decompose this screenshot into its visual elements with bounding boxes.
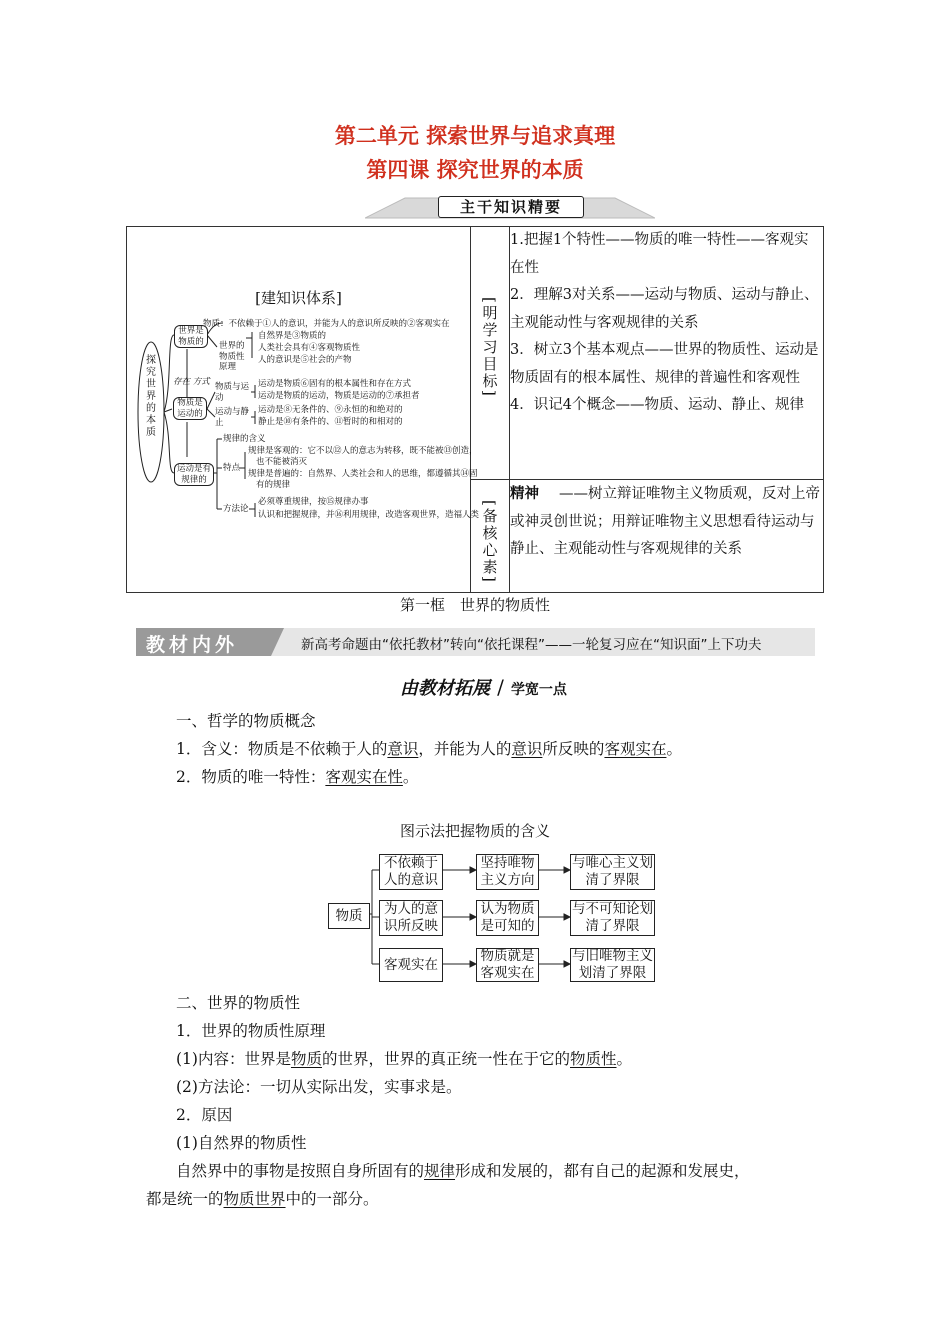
node-law-meaning: 规律的含义 — [223, 434, 266, 444]
para-content — [176, 1045, 632, 1073]
underlined-term: 意识 — [511, 740, 543, 758]
jiaocai-slogan: 新高考命题由“依托教材”转向“依托课程”——一轮复习应在“知识面”上下功夫 — [301, 637, 762, 653]
text: 。 — [402, 768, 419, 786]
underlined-term: 意识 — [387, 740, 419, 758]
goal-item: 1.把握1个特性——物质的唯一特性——客观实在性 — [510, 232, 809, 276]
subheading-principle: 1．世界的物质性原理 — [176, 1022, 326, 1040]
diagram-node: 认为物质是可知的 — [476, 900, 539, 936]
text: 自然界中的事物是按照自身所固有的 — [176, 1162, 425, 1180]
knowledge-system-cell — [127, 227, 480, 593]
extend-sub: 学宽一点 — [510, 682, 567, 698]
para-s2 — [176, 763, 418, 791]
line-p2: 人类社会具有④客观物质性 — [258, 343, 361, 353]
line-f2: 规律是普遍的：自然界、人类社会和人的思维，都遵循其⑭固 — [248, 469, 478, 479]
para-nature-1 — [176, 1157, 750, 1185]
diagram-node: 为人的意识所反映 — [379, 900, 443, 936]
text: 2．物质的唯一特性： — [176, 768, 326, 786]
line-m2: 运动是物质的运动，物质是运动的⑦承担者 — [258, 391, 420, 401]
node-world-material: 世界是物质的 — [174, 325, 208, 348]
para-nature-2 — [146, 1185, 379, 1213]
jiaocai-tag: 教材内外 — [146, 634, 239, 656]
diagram-node: 与不可知论划清了界限 — [572, 901, 653, 934]
core-cell — [510, 480, 824, 593]
line-matter-def: 物质：不依赖于①人的意识，并能为人的意识所反映的②客观实在 — [203, 319, 450, 329]
text: 形成和发展的，都有自己的起源和发展史， — [455, 1162, 750, 1180]
goal-item: 2．理解3对关系——运动与物质、运动与静止、主观能动性与客观规律的关系 — [510, 287, 819, 331]
line-m1: 运动是物质⑥固有的根本属性和存在方式 — [258, 379, 412, 389]
node-motion-law: 运动是有规律的 — [174, 463, 214, 486]
line-f2b: 有的规律 — [256, 480, 291, 490]
text: 所反映的 — [542, 740, 605, 758]
core-term: 精神 — [510, 485, 539, 502]
line-me1: 必须尊重规律，按⑮规律办事 — [258, 497, 369, 507]
text: (1)内容：世界是 — [176, 1050, 291, 1068]
subheading-reason: 2．原因 — [176, 1106, 233, 1124]
goals-label-cell — [471, 227, 510, 480]
text: 的世界，世界的真正统一性在于它的 — [321, 1050, 570, 1068]
heading-1: 一、哲学的物质概念 — [176, 712, 316, 730]
para-methodology: (2)方法论：一切从实际出发，实事求是。 — [176, 1078, 462, 1096]
line-f1b: 也不能被消灭 — [256, 457, 308, 467]
node-matter-motion: 物质与运动 — [215, 382, 250, 403]
core-text: ——树立辩证唯物主义物质观，反对上帝或神灵创世说；用辩证唯物主义思想看待运动与静止、主观能动性与客观规律的关系 — [510, 486, 820, 557]
underlined-term: 物质世界 — [223, 1190, 286, 1208]
text: ，并能为人的 — [418, 740, 512, 758]
underlined-term: 客观实在 — [604, 740, 667, 758]
banner-label: 主干知识精要 — [438, 196, 584, 218]
line-p3: 人的意识是⑤社会的产物 — [258, 355, 352, 365]
goals-cell — [510, 227, 824, 480]
node-motion-rest: 运动与静止 — [215, 407, 250, 428]
core-label: [备核心素] — [480, 500, 499, 584]
line-r2: 静止是⑩有条件的、⑪暂时的和相对的 — [258, 417, 403, 427]
knowledge-system-label: [建知识体系] — [255, 289, 342, 307]
underlined-term: 物质 — [290, 1050, 322, 1068]
diagram-root: 物质 — [328, 903, 370, 929]
line-p1: 自然界是③物质的 — [258, 331, 327, 341]
jiaocai-bar — [136, 628, 815, 656]
slash-divider: / — [497, 675, 504, 699]
diagram-node: 不依赖于人的意识 — [379, 854, 443, 890]
node-material-motion: 物质是运动的 — [173, 397, 207, 420]
text: 。 — [666, 740, 682, 758]
goal-item: 4．识记4个概念——物质、运动、静止、规律 — [510, 397, 804, 413]
diagram-node: 与唯心主义划清了界限 — [572, 855, 653, 888]
subheading-nature: (1)自然界的物质性 — [176, 1134, 307, 1152]
node-methodology: 方法论 — [223, 504, 249, 514]
goals-label: [明学习目标] — [480, 297, 499, 398]
underlined-term: 客观实在性 — [325, 768, 403, 786]
extend-heading — [400, 674, 600, 702]
line-me2: 认识和把握规律，并⑯利用规律，改造客观世界，造福人类 — [258, 510, 480, 520]
diagram-node: 坚持唯物主义方向 — [476, 854, 539, 890]
matter-diagram — [320, 848, 660, 986]
unit-title: 第二单元 探索世界与追求真理 — [334, 124, 616, 148]
text: 1．含义：物质是不依赖于人的 — [176, 740, 388, 758]
extend-title: 由教材拓展 — [400, 678, 490, 699]
lesson-title: 第四课 探究世界的本质 — [366, 158, 584, 182]
diagram-title: 图示法把握物质的含义 — [399, 822, 550, 840]
text: 中的一部分。 — [285, 1190, 379, 1208]
diagram-node: 与旧唯物主义划清了界限 — [572, 948, 653, 981]
text: 。 — [616, 1050, 633, 1068]
mid-label: 存在 方式 — [173, 377, 210, 387]
root-node: 探究世界的本质 — [146, 355, 156, 438]
overview-table — [126, 226, 824, 593]
underlined-term: 规律 — [424, 1162, 456, 1180]
diagram-node: 物质就是客观实在 — [476, 948, 539, 982]
para-s1 — [176, 735, 682, 763]
diagram-node: 客观实在 — [379, 948, 443, 982]
node-features: 特点 — [223, 463, 241, 473]
node-principle: 世界的物质性原理 — [219, 341, 245, 372]
underlined-term: 物质性 — [570, 1050, 617, 1068]
text: 都是统一的 — [146, 1190, 224, 1208]
line-f1: 规律是客观的：它不以⑫人的意志为转移，既不能被⑬创造， — [248, 446, 478, 456]
goal-item: 3．树立3个基本观点——世界的物质性、运动是物质固有的根本属性、规律的普遍性和客观性 — [510, 342, 819, 386]
section-title: 第一框 世界的物质性 — [399, 596, 550, 614]
section-banner — [365, 195, 655, 219]
core-label-cell — [471, 480, 510, 593]
line-r1: 运动是⑧无条件的、⑨永恒的和绝对的 — [258, 405, 403, 415]
heading-2: 二、世界的物质性 — [176, 994, 301, 1012]
